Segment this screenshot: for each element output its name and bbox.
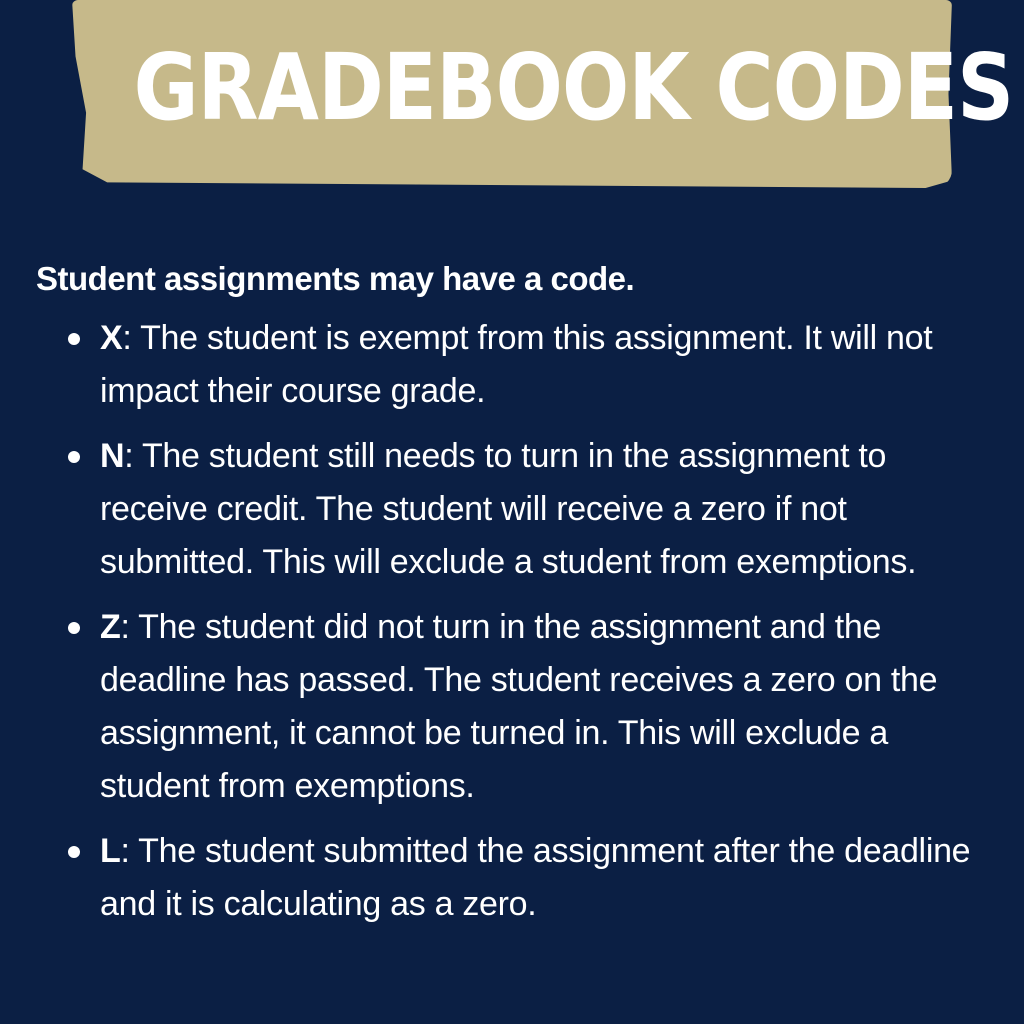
code-description: : The student is exempt from this assignment. It will not impact their course grade. (100, 319, 933, 410)
bullet-icon (68, 846, 80, 858)
page-title: GRADEBOOK CODES (133, 34, 1014, 141)
code-list (36, 312, 996, 931)
code-item-l (36, 825, 996, 931)
code-letter: L (100, 832, 121, 870)
code-description: : The student still needs to turn in the assignment to receive credit. The student will receive a zero if not submitted. This will exclude a student from exemptions. (100, 437, 917, 581)
code-letter: X (100, 319, 123, 357)
intro-text: Student assignments may have a code. (36, 260, 635, 297)
code-description: : The student did not turn in the assignment and the deadline has passed. The student receives a zero on the assignment, it cannot be turned in. This will exclude a student from exemptions. (100, 608, 938, 805)
bullet-icon (68, 622, 80, 634)
content (36, 252, 996, 943)
code-item-z (36, 601, 996, 813)
code-item-n (36, 430, 996, 589)
code-description: : The student submitted the assignment after the deadline and it is calculating as a zero. (100, 832, 971, 923)
code-letter: Z (100, 608, 121, 646)
bullet-icon (68, 333, 80, 345)
code-item-x (36, 312, 996, 418)
bullet-icon (68, 451, 80, 463)
code-letter: N (100, 437, 125, 475)
